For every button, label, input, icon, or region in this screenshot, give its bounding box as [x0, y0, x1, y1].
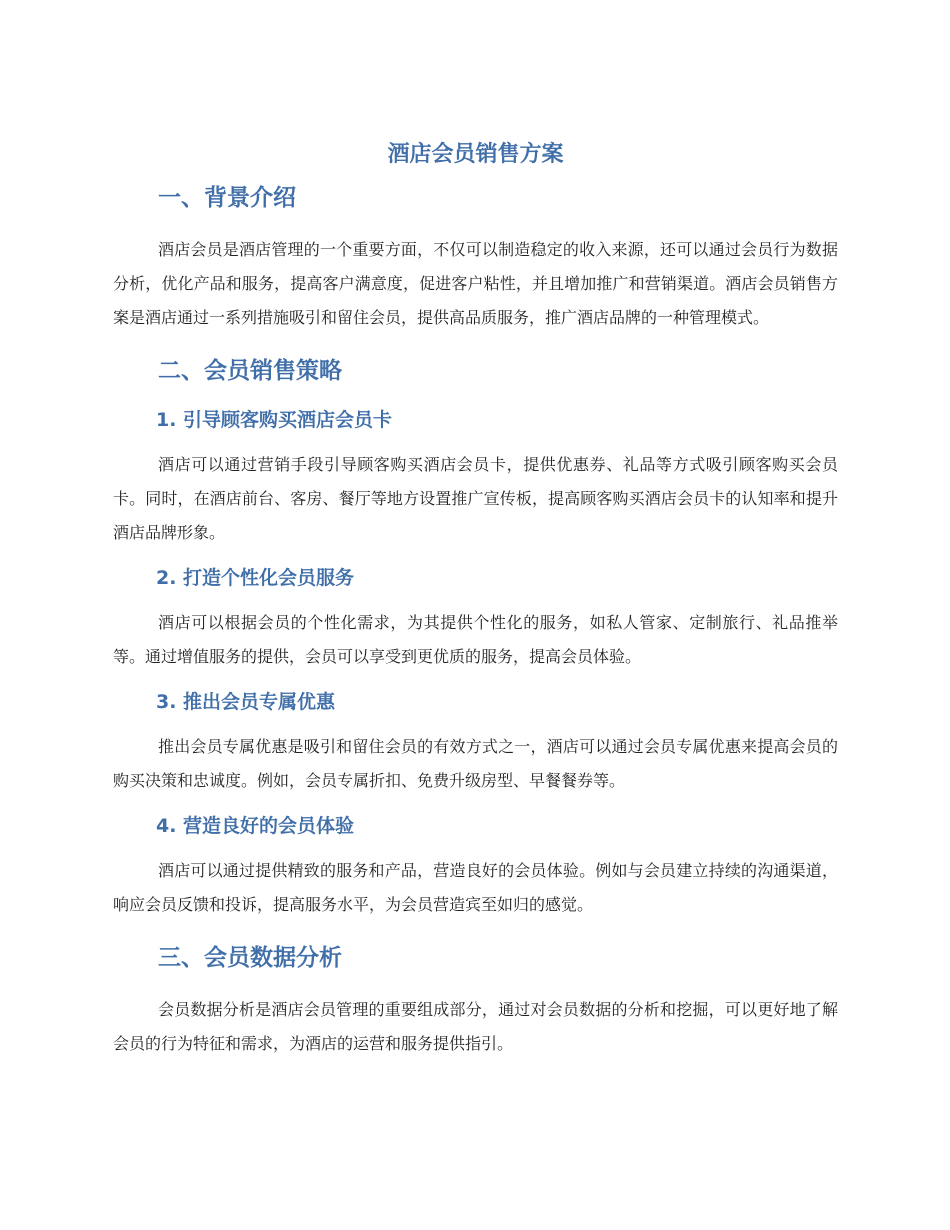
subsection-heading-member-experience: 4. 营造良好的会员体验: [156, 815, 355, 837]
subsection-paragraph-exclusive-offers: 推出会员专属优惠是吸引和留住会员的有效方式之一，酒店可以通过会员专属优惠来提高会员的购买决策和忠诚度。例如，会员专属折扣、免费升级房型、早餐餐券等。: [113, 737, 838, 790]
subsection-heading-member-card: 1. 引导顾客购买酒店会员卡: [156, 409, 393, 431]
section-paragraph-data-analysis: 会员数据分析是酒店会员管理的重要组成部分，通过对会员数据的分析和挖掘，可以更好地了解会员的行为特征和需求，为酒店的运营和服务提供指引。: [113, 1000, 838, 1053]
subsection-heading-personalized-service: 2. 打造个性化会员服务: [156, 567, 355, 589]
section-heading-data-analysis: 三、会员数据分析: [158, 945, 342, 971]
subsection-heading-exclusive-offers: 3. 推出会员专属优惠: [156, 691, 336, 713]
subsection-paragraph-member-experience: 酒店可以通过提供精致的服务和产品，营造良好的会员体验。例如与会员建立持续的沟通渠道，响应会员反馈和投诉，提高服务水平，为会员营造宾至如归的感觉。: [113, 861, 838, 914]
section-heading-background: 一、背景介绍: [158, 185, 296, 211]
section-paragraph-background: 酒店会员是酒店管理的一个重要方面，不仅可以制造稳定的收入来源，还可以通过会员行为数据分析，优化产品和服务，提高客户满意度，促进客户粘性，并且增加推广和营销渠道。酒店会员销售方案是酒店通过一系列措施吸引和留住会员，提供高品质服务，推广酒店品牌的一种管理模式。: [113, 240, 838, 327]
subsection-paragraph-personalized-service: 酒店可以根据会员的个性化需求，为其提供个性化的服务，如私人管家、定制旅行、礼品推举等。通过增值服务的提供，会员可以享受到更优质的服务，提高会员体验。: [113, 613, 838, 666]
section-heading-sales-strategy: 二、会员销售策略: [158, 358, 342, 384]
document-page: [113, 140, 838, 1061]
document-title: 酒店会员销售方案: [387, 142, 564, 167]
subsection-paragraph-member-card: 酒店可以通过营销手段引导顾客购买酒店会员卡，提供优惠券、礼品等方式吸引顾客购买会员卡。同时，在酒店前台、客房、餐厅等地方设置推广宣传板，提高顾客购买酒店会员卡的认知率和提升酒店品牌形象。: [113, 455, 838, 542]
